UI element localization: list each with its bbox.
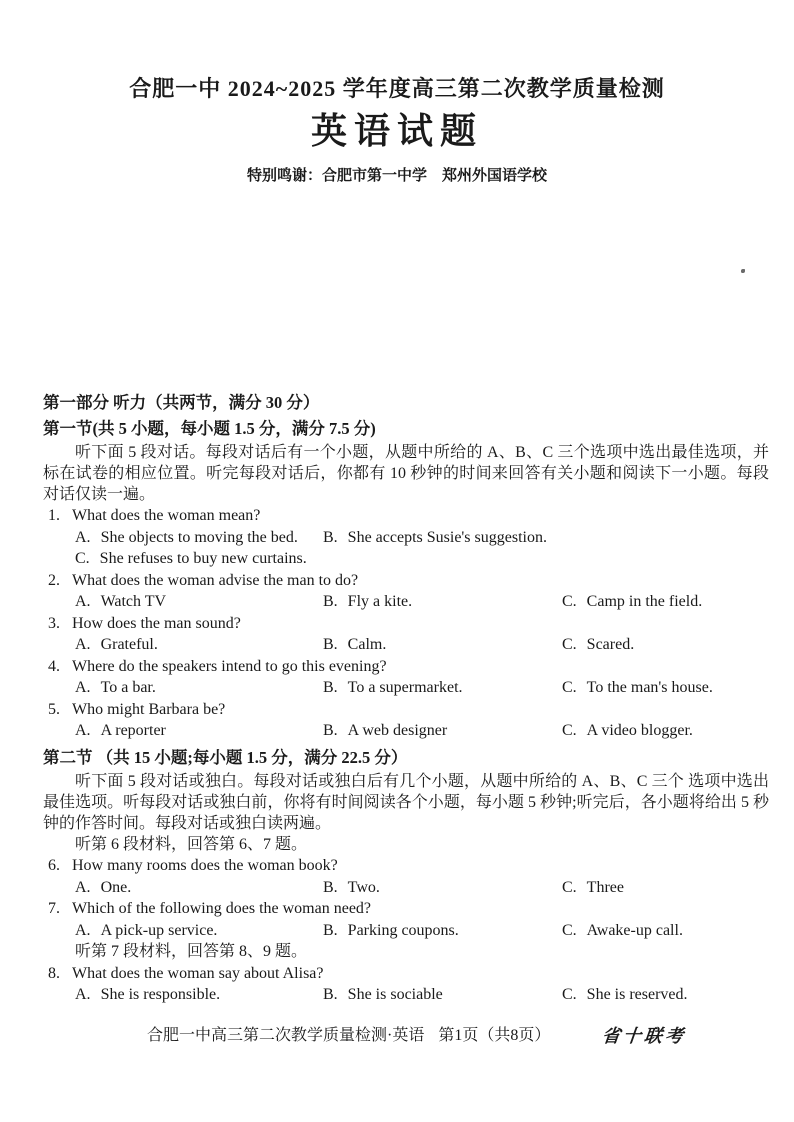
question-6 <box>43 855 769 898</box>
option-c <box>562 591 769 613</box>
question-2 <box>43 570 769 613</box>
question-7 <box>43 898 769 941</box>
option-label: A. <box>75 722 91 739</box>
option-label: B. <box>323 593 338 610</box>
option-text: Calm. <box>347 636 387 653</box>
option-c <box>562 720 769 742</box>
section2-heading: 第二节 （共 15 小题;每小题 1.5 分，满分 22.5 分） <box>43 747 408 767</box>
footer-signature: 省十联考 <box>600 1026 688 1046</box>
option-a <box>75 591 323 613</box>
option-text: Camp in the field. <box>586 593 703 610</box>
option-label: B. <box>323 878 338 896</box>
option-text: Scared. <box>586 636 635 653</box>
option-text: Watch TV <box>100 593 167 610</box>
option-label: C. <box>562 679 577 696</box>
question-4 <box>43 656 769 699</box>
option-c <box>562 877 769 899</box>
option-a <box>75 877 323 899</box>
section2-instructions: 听下面 5 段对话或独白。每段对话或独白后有几个小题，从题中所给的 A、B、C 三个 选项中选出最佳选项。听每段对话或独白前，你将有时间阅读各个小题，每小题 5 秒钟;听完后，各小题将给出 5 秒钟的作答时间。每段对话或独白读两遍。 <box>43 772 769 832</box>
option-a <box>75 984 323 1006</box>
option-text: To the man's house. <box>586 679 713 696</box>
footer-page-number: 第1页（共8页） <box>438 1027 551 1044</box>
question-number: 3. <box>48 614 60 632</box>
part1-heading: 第一部分 听力（共两节，满分 30 分） <box>43 393 320 412</box>
option-label: B. <box>323 986 338 1003</box>
option-text: She accepts Susie's suggestion. <box>347 528 547 546</box>
page-footer <box>0 1024 794 1052</box>
option-b <box>323 634 562 656</box>
option-text: She is sociable <box>347 986 443 1003</box>
option-a <box>75 720 323 742</box>
option-label: A. <box>75 636 91 653</box>
option-text: Three <box>586 878 624 896</box>
option-label: B. <box>323 679 338 696</box>
exam-header-line: 合肥一中 2024~2025 学年度高三第二次教学质量检测 <box>129 76 665 101</box>
option-label: A. <box>75 921 91 939</box>
question-number: 8. <box>48 964 60 982</box>
option-b <box>323 877 562 899</box>
question-3 <box>43 613 769 656</box>
option-label: C. <box>562 878 577 896</box>
question-text: What does the woman mean? <box>72 507 261 524</box>
question-number: 1. <box>48 507 60 524</box>
question-number: 4. <box>48 657 60 675</box>
option-text: She is responsible. <box>100 986 221 1003</box>
blank-area <box>0 186 794 390</box>
question-text: How many rooms does the woman book? <box>72 857 338 874</box>
option-c <box>562 984 769 1006</box>
question-text: Who might Barbara be? <box>72 700 226 718</box>
option-c <box>562 677 769 699</box>
option-text: She is reserved. <box>586 986 688 1003</box>
footer-title: 合肥一中高三第二次教学质量检测·英语 <box>147 1027 425 1044</box>
option-label: C. <box>562 986 577 1003</box>
option-b <box>323 591 562 613</box>
option-label: B. <box>323 921 338 939</box>
question-text: Where do the speakers intend to go this evening? <box>72 657 387 675</box>
option-label: C. <box>75 550 90 567</box>
option-text: She objects to moving the bed. <box>100 528 298 546</box>
page-title: 英语试题 <box>310 111 483 151</box>
question-number: 7. <box>48 900 60 917</box>
exam-body <box>43 390 769 1006</box>
option-text: To a supermarket. <box>347 679 463 696</box>
option-text: A pick-up service. <box>100 921 218 939</box>
option-b <box>323 677 562 699</box>
question-text: How does the man sound? <box>72 614 241 632</box>
section1-instructions: 听下面 5 段对话。每段对话后有一个小题，从题中所给的 A、B、C 三个选项中选出最佳选项，并标在试卷的相应位置。听完每段对话后，你都有 10 秒钟的时间来回答有关小题和阅读下一小题。每段对话仅读一遍。 <box>43 444 769 503</box>
option-b <box>323 984 562 1006</box>
option-b <box>323 920 562 942</box>
option-text: Grateful. <box>100 636 158 653</box>
option-text: A web designer <box>347 722 448 739</box>
option-label: C. <box>562 722 577 739</box>
material-note-7: 听第 7 段材料，回答第 8、9 题。 <box>75 943 308 960</box>
option-a <box>75 677 323 699</box>
acknowledgment-line: 特别鸣谢：合肥市第一中学 郑州外国语学校 <box>246 168 547 184</box>
question-text: Which of the following does the woman need? <box>72 900 372 917</box>
option-a <box>75 527 323 549</box>
option-label: A. <box>75 878 91 896</box>
option-a <box>75 634 323 656</box>
option-c <box>562 920 769 942</box>
option-label: A. <box>75 528 91 546</box>
option-text: To a bar. <box>100 679 156 696</box>
question-number: 6. <box>48 857 60 874</box>
option-a <box>75 920 323 942</box>
scan-speck <box>741 269 745 273</box>
question-8 <box>43 963 769 1006</box>
question-5 <box>43 699 769 742</box>
option-text: One. <box>100 878 132 896</box>
option-b <box>323 527 562 549</box>
material-note-6: 听第 6 段材料，回答第 6、7 题。 <box>75 835 308 853</box>
question-1 <box>43 505 769 570</box>
option-text: A reporter <box>100 722 166 739</box>
option-label: A. <box>75 679 91 696</box>
option-text: Two. <box>347 878 380 896</box>
option-text: She refuses to buy new curtains. <box>99 550 307 567</box>
question-text: What does the woman advise the man to do? <box>72 571 359 589</box>
option-text: Fly a kite. <box>347 593 413 610</box>
exam-header <box>0 0 794 186</box>
option-b <box>323 720 562 742</box>
option-text: A video blogger. <box>586 722 693 739</box>
section1-heading: 第一节(共 5 小题，每小题 1.5 分，满分 7.5 分) <box>43 419 376 438</box>
option-text: Awake-up call. <box>586 921 683 939</box>
option-label: B. <box>323 636 338 653</box>
option-label: C. <box>562 636 577 653</box>
option-text: Parking coupons. <box>347 921 459 939</box>
option-label: B. <box>323 528 338 546</box>
option-label: A. <box>75 986 91 1003</box>
option-c <box>75 548 323 570</box>
option-label: C. <box>562 593 577 610</box>
option-c <box>562 634 769 656</box>
question-text: What does the woman say about Alisa? <box>72 964 324 982</box>
option-label: B. <box>323 722 338 739</box>
question-number: 2. <box>48 571 60 589</box>
option-label: C. <box>562 921 577 939</box>
question-number: 5. <box>48 700 60 718</box>
option-label: A. <box>75 593 91 610</box>
